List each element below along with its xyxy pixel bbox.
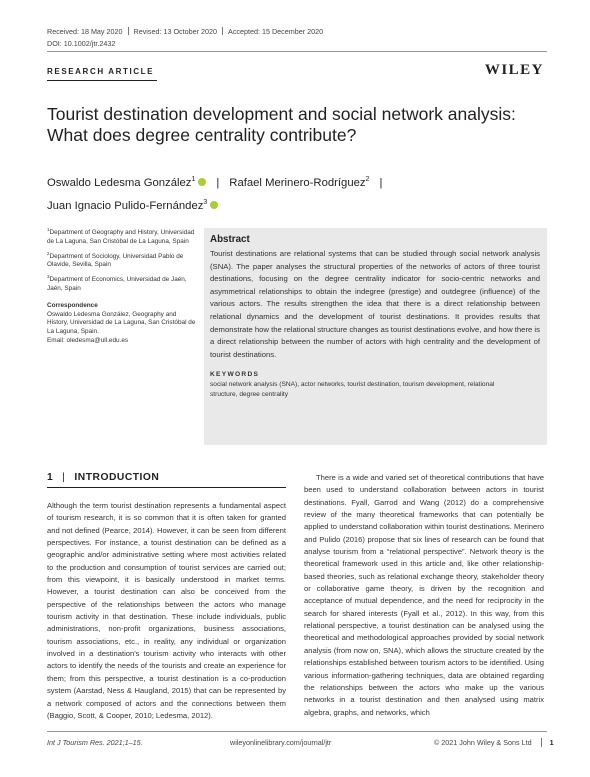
correspondence-email[interactable]: Email: oledesma@ull.edu.es <box>47 336 129 344</box>
affiliation-mark: 1 <box>47 227 50 232</box>
correspondence-address: Oswaldo Ledesma González, Geography and History, Universidad de La Laguna, San Cristóbal de La Laguna, Spain. <box>47 310 196 336</box>
article-dates <box>47 27 323 36</box>
footer-divider <box>541 738 542 747</box>
author[interactable] <box>47 177 206 189</box>
publisher-logo: WILEY <box>484 62 544 78</box>
header-rule <box>47 51 547 52</box>
author-name: Rafael Merinero-Rodríguez <box>229 177 366 189</box>
section-number: 1 <box>47 472 54 483</box>
abstract-text: Tourist destinations are relational systems that can be studied through social network analysis (SNA). The paper analyses the structural properties of the networks of actors of three tourist destinations, focusing on the degree centrality indicator for socio-centric networks and asymmetrical relationships to obtain the indegree (prestige) and outdegree (influence) of the various actors. The results strengthen the idea that there is a direct relationship between relational dynamics and the development of tourist destinations. It provides results that demonstrate how the relational structure changes as tourist destinations evolve, and how there is a direct relationship between the number of actors with high centrality and the development of tourist destinations. <box>210 249 540 359</box>
correspondence-text <box>47 311 197 346</box>
affiliation <box>47 273 197 294</box>
keywords-text: social network analysis (SNA), actor networks, tourist destination, tourism development, relational structure, degree centrality <box>210 381 495 398</box>
footer-right <box>434 738 554 747</box>
affiliation <box>47 226 197 247</box>
section-label: RESEARCH ARTICLE <box>47 67 155 76</box>
journal-url[interactable]: wileyonlinelibrary.com/journal/jtr <box>230 738 332 747</box>
affiliation-text: Department of Sociology, Universidad Pablo de Olavide, Sevilla, Spain <box>47 252 184 269</box>
keywords-heading: KEYWORDS <box>210 371 260 379</box>
revised-date: Revised: 13 October 2020 <box>133 27 218 36</box>
copyright: © 2021 John Wiley & Sons Ltd <box>434 738 532 747</box>
article-title: Tourist destination development and social network analysis: What does degree centrality contribute? <box>47 104 516 145</box>
correspondence-heading: Correspondence <box>47 301 98 309</box>
author-affiliation-mark: 1 <box>191 176 196 183</box>
orcid-icon[interactable] <box>198 178 206 186</box>
doi[interactable]: DOI: 10.1002/jtr.2432 <box>47 39 116 48</box>
section-title: INTRODUCTION <box>74 472 160 483</box>
affiliation <box>47 250 197 271</box>
affiliations <box>47 226 197 349</box>
affiliation-text: Department of Economics, Universidad de Jaén, Jaén, Spain <box>47 276 187 292</box>
author[interactable] <box>47 200 218 212</box>
author[interactable] <box>229 177 369 189</box>
body-text-left-column: Although the term tourist destination represents a fundamental aspect of tourism research, it is so common that it is often taken for granted and not defined (Pearce, 2014). However, it can be seen from different perspectives. For instance, a tourist destination can be defined as a geographic and/or administrative setting where most activities related to the production and consumption of tourist services are carried out; from this viewpoint, it is basically understood in market terms. However, a tourist destination can also be conceived from the perspective of the relationships between the actors who manage tourism activity in that destination. These include individuals, public administrations, non-profit organizations, business associations, tourism associations, etc., in reality, any individual or organization involved in a destination's tourism activity who interacts with other actors to identify the needs of the tourists and create an experience for them; from this perspective, a tourist destination is a co-production system (Aarstad, Ness & Haugland, 2015) that can be represented by a network composed of actors and the connections between them (Baggio, Scott, & Cooper, 2010; Ledesma, 2012). <box>47 501 286 720</box>
affiliation-text: Department of Geography and History, Universidad de La Laguna, San Cristóbal de La Laguna, Spain <box>47 229 195 245</box>
page-number: 1 <box>549 738 554 747</box>
received-date: Received: 18 May 2020 <box>47 27 123 36</box>
date-divider <box>222 27 223 35</box>
section-heading <box>47 472 159 483</box>
accepted-date: Accepted: 15 December 2020 <box>228 27 324 36</box>
author-name: Oswaldo Ledesma González <box>47 177 192 189</box>
section-label-underline <box>47 80 157 81</box>
author-name: Juan Ignacio Pulido-Fernández <box>47 200 204 212</box>
orcid-icon[interactable] <box>210 201 218 209</box>
author-list <box>47 170 547 216</box>
abstract-box <box>204 228 547 445</box>
author-affiliation-mark: 2 <box>365 176 370 183</box>
section-separator: | <box>62 472 66 483</box>
date-divider <box>128 27 129 35</box>
affiliation-mark: 2 <box>47 250 50 256</box>
journal-citation: Int J Tourism Res. 2021;1–15. <box>47 738 143 747</box>
section-heading-rule <box>47 487 286 488</box>
abstract-heading: Abstract <box>210 234 250 245</box>
footer-rule <box>47 731 547 732</box>
author-separator: | <box>216 177 220 189</box>
body-text-right-column: There is a wide and varied set of theoretical contributions that have been used to understand collaboration between actors in tourist destinations. Fyall, Garrod and Wang (2012) do a comprehensive review of the many theoretical frameworks that can potentially be applied to understand collaboration within tourist destinations. Merinero and Pulido (2016) propose that six lines of research can be found that analyse tourism from a “relational perspective”. Network theory is the theoretical framework used in this article and, like other relationship-based theories, such as relational exchange theory, stakeholder theory or collaborative game theory, is driven by the recognition and acceptance of mutual dependence, and the need for reciprocity in the search for shared interests (Fyall et al., 2012). In this way, from this relational perspective, a tourist destination can be analysed using the theoretical and methodological approaches provided by social network analysis (from now on, SNA), which allows the structure created by the relationships established between tourism actors to be identified. Using various information-gathering techniques, data are obtained regarding the relationships between the actors who make up the various networks in a tourist destination and then analysed using matrix algebra, graphs, and networks, which <box>304 473 544 717</box>
author-affiliation-mark: 3 <box>203 199 208 206</box>
affiliation-mark: 3 <box>47 274 50 280</box>
author-separator: | <box>379 177 383 189</box>
